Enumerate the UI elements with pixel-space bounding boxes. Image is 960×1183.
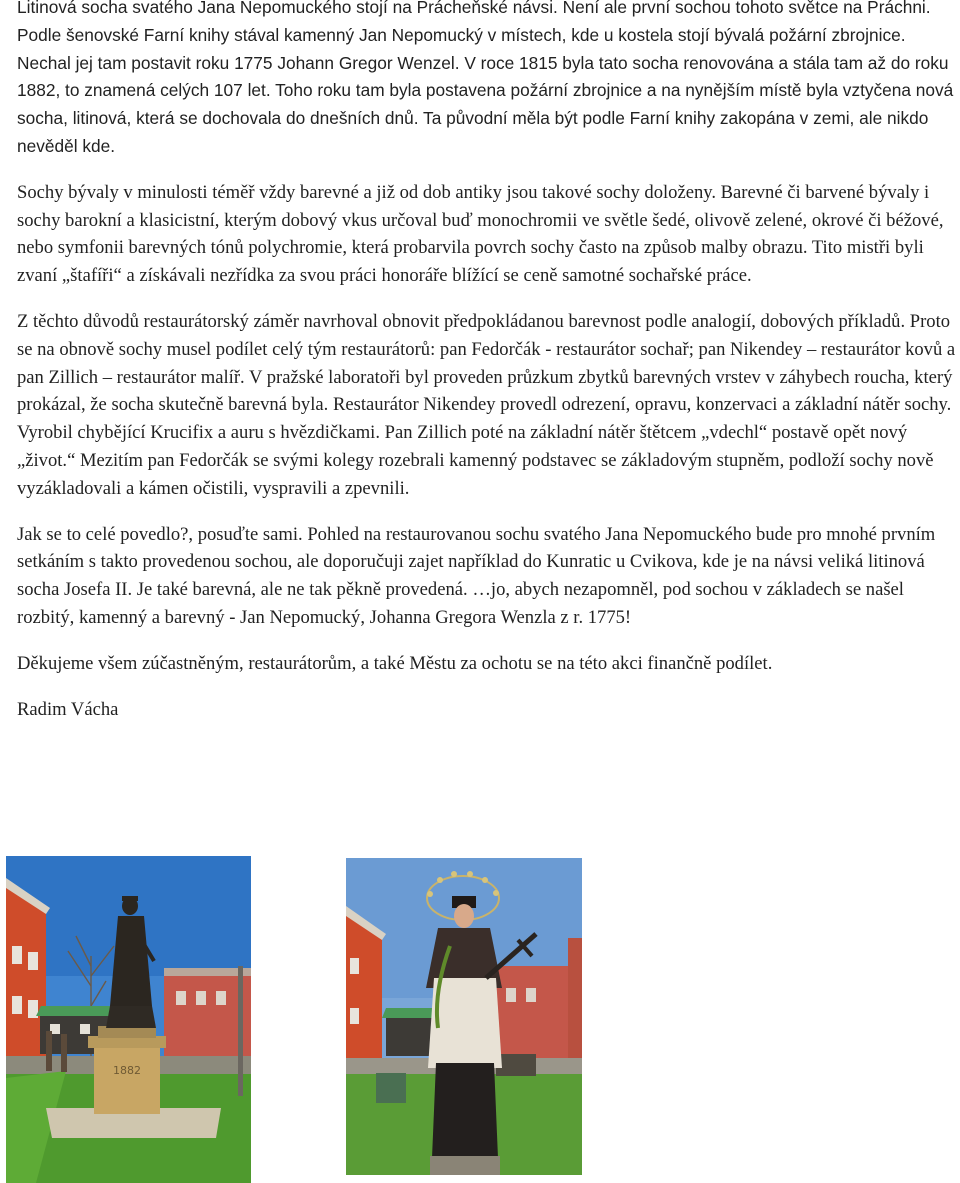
statue-restored-image: [346, 858, 582, 1175]
photo-statue-before: [6, 856, 251, 1183]
article: [17, 0, 960, 723]
paragraph-thanks: Děkujeme všem zúčastněným, restaurátorům, a také Městu za ochotu se na této akci finančně podílet.: [17, 652, 773, 674]
paragraph-restoration: Z těchto důvodů restaurátorský záměr navrhoval obnovit předpokládanou barevnost podle analogií, dobových příkladů. Proto se na obnově sochy musel podílet celý tým restaurátorů: pan Fedorčák - restaurátor sochař; pan Nikendey – restaurátor kovů a pan Zillich – restaurátor malíř. V pražské laboratoři byl proveden průzkum zbytků barevných vrstev v záhybech roucha, který prokázal, že socha skutečně barevná byla. Restaurátor Nikendey provedl odrezení, opravu, konzervaci a základní nátěr sochy. Vyrobil chybějící Krucifix a auru s hvězdičkami. Pan Zillich poté na základní nátěr štětcem „vdechl“ postavě opět nový „život.“ Mezitím pan Fedorčák se svými kolegy rozebrali kamenný podstavec se základovým stupněm, podloží sochy nově vyzákladovali a kámen očistili, vyspravili a zpevnili.: [17, 310, 956, 499]
pedestal-inscription: 1882: [113, 1064, 141, 1077]
statue-before-image: [6, 856, 251, 1183]
paragraph-result: Jak se to celé povedlo?, posuďte sami. Pohled na restaurovanou sochu svatého Jana Nepomuckého bude pro mnohé prvním setkáním s takto provedenou sochou, ale doporučuji zajet například do Kunratic u Cvikova, kde je na návsi veliká litinová socha Josefa II. Je také barevná, ale ne tak pěkně provedená. …jo, abych nezapomněl, pod sochou v základech se našel rozbitý, kamenný a barevný - Jan Nepomucký, Johanna Gregora Wenzla z r. 1775!: [17, 523, 936, 628]
paragraph-polychromy: Sochy bývaly v minulosti téměř vždy barevné a již od dob antiky jsou takové sochy doloženy. Barevné či barvené bývaly i sochy barokní a klasicistní, kterým dobový vkus určoval buď monochromii ve světle šedé, olivově zelené, okrové či béžové, nebo symfonii barevných tónů polychromie, která probarvila povrch sochy často na způsob malby obrazu. Tito mistři byli zvaní „štafíři“ a získávali nezřídka za svou práci honoráře blížící se ceně samotné sochařské práce.: [17, 181, 944, 287]
author-signature: Radim Vácha: [17, 698, 119, 720]
photo-statue-restored: [346, 858, 582, 1175]
paragraph-history: Litinová socha svatého Jana Nepomuckého stojí na Prácheňské návsi. Není ale první sochou tohoto světce na Práchni. Podle šenovské Farní knihy stával kamenný Jan Nepomucký v místech, kde u kostela stojí bývalá požární zbrojnice. Nechal jej tam postavit roku 1775 Johann Gregor Wenzel. V roce 1815 byla tato socha renovována a stála tam až do roku 1882, to znamená celých 107 let. Toho roku tam byla postavena požární zbrojnice a na nynějším místě byla vztyčena nová socha, litinová, která se dochovala do dnešních dnů. Ta původní měla být podle Farní knihy zakopána v zemi, ale nikdo nevěděl kde.: [17, 0, 954, 156]
